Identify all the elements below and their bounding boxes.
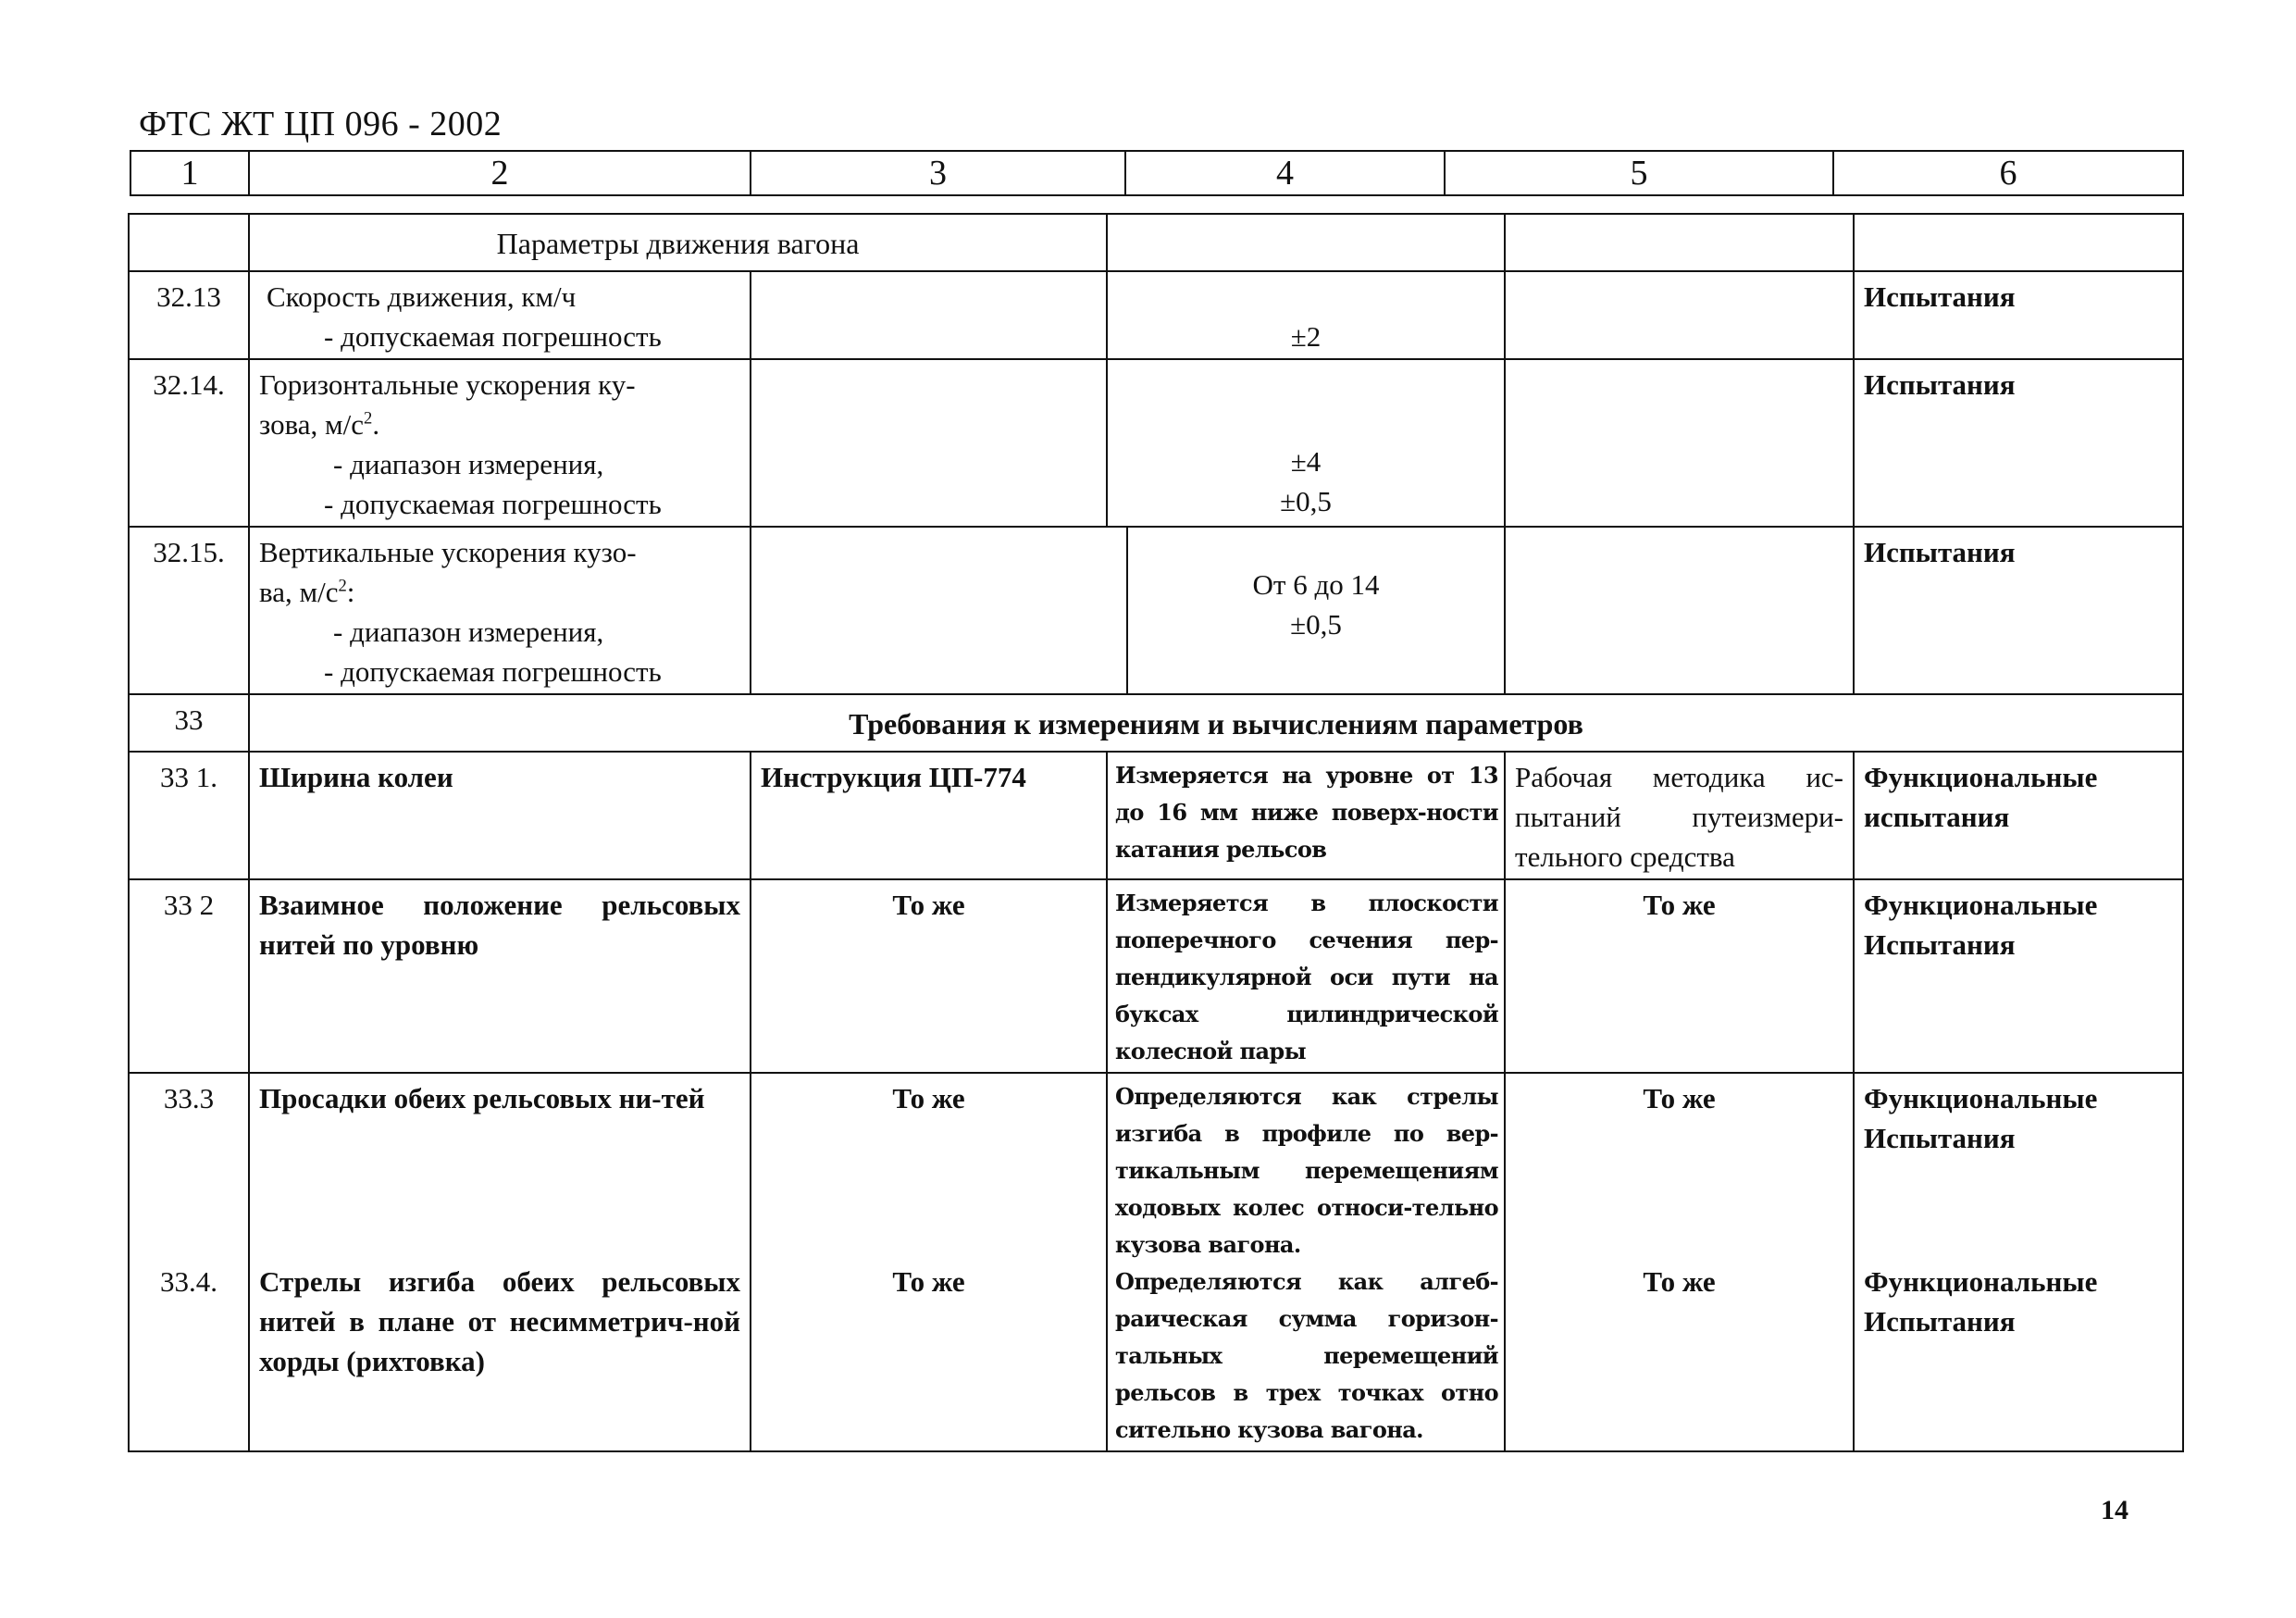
parameters-table bbox=[128, 213, 2184, 1452]
parameter-name: Просадки обеих рельсовых ни-тей bbox=[259, 1082, 705, 1114]
value-line: От 6 до 14 bbox=[1252, 568, 1380, 601]
test-type-cell: Функциональные испытания bbox=[1854, 752, 2183, 879]
parameter-name-line bbox=[259, 404, 740, 444]
unit-exponent: 2 bbox=[364, 408, 373, 429]
value-line: ±0,5 bbox=[1280, 485, 1332, 517]
column-number-2: 2 bbox=[249, 151, 751, 195]
section-title-motion: Параметры движения вагона bbox=[249, 214, 1107, 271]
document-cell: Инструкция ЦП-774 bbox=[751, 752, 1107, 879]
table-row bbox=[129, 879, 2183, 1073]
method-text: То же bbox=[1643, 1082, 1716, 1114]
document-text: То же bbox=[892, 1265, 965, 1298]
value-line: ±4 bbox=[1290, 445, 1322, 478]
parameter-name-cell bbox=[249, 1073, 751, 1451]
row-number: 32.15. bbox=[129, 527, 249, 694]
section-row-motion bbox=[129, 214, 2183, 271]
row-number: 33.4. bbox=[160, 1265, 217, 1298]
row-spacer bbox=[131, 1118, 246, 1262]
measurement-note: Определяются как алгеб-раическая сумма горизон-тальных перемещений рельсов в трех точках отно сительно кузова вагона. bbox=[1115, 1268, 1499, 1443]
section-title-requirements: Требования к измерениям и вычислениям параметров bbox=[249, 694, 2183, 752]
test-type-cell: Испытания bbox=[1854, 359, 2183, 527]
row-number-cell bbox=[129, 1073, 249, 1451]
section-blank-cell bbox=[1107, 214, 1505, 271]
table-row bbox=[129, 752, 2183, 879]
parameter-name-text: ва, м/с bbox=[259, 576, 339, 608]
parameter-name-line: - допускаемая погрешность bbox=[324, 488, 662, 520]
column-number-6: 6 bbox=[1833, 151, 2183, 195]
table-row bbox=[129, 359, 2183, 527]
method-cell bbox=[1505, 359, 1854, 527]
parameter-name-text: зова, м/с bbox=[259, 408, 365, 441]
parameter-name-line: - диапазон измерения, bbox=[333, 616, 604, 648]
row-number: 32.14. bbox=[129, 359, 249, 527]
document-cell bbox=[751, 527, 1127, 694]
row-number: 33.3 bbox=[163, 1082, 215, 1114]
measurement-note: Определяются как стрелы изгиба в профиле по вер-тикальным перемещениям ходовых колес относи-тельно кузова вагона. bbox=[1115, 1083, 1499, 1258]
value-line: ±0,5 bbox=[1290, 608, 1342, 641]
parameter-name-line: Вертикальные ускорения кузо- bbox=[259, 536, 637, 568]
document-cell: То же bbox=[751, 879, 1107, 1073]
table-row bbox=[129, 1073, 2183, 1451]
section-blank-cell bbox=[1854, 214, 2183, 271]
parameter-name-line: Скорость движения, км/ч bbox=[267, 280, 577, 313]
method-cell bbox=[1505, 527, 1854, 694]
page-number: 14 bbox=[2101, 1495, 2128, 1525]
parameter-name-line: - диапазон измерения, bbox=[333, 448, 604, 480]
method-cell: То же bbox=[1505, 879, 1854, 1073]
column-number-4: 4 bbox=[1125, 151, 1445, 195]
method-cell bbox=[1505, 1073, 1854, 1451]
column-number-3: 3 bbox=[751, 151, 1125, 195]
method-text: То же bbox=[1643, 1265, 1716, 1298]
parameter-name-line: - допускаемая погрешность bbox=[324, 655, 662, 688]
section-row-requirements bbox=[129, 694, 2183, 752]
parameter-name-line: Горизонтальные ускорения ку- bbox=[259, 368, 636, 401]
test-type-cell: Испытания bbox=[1854, 271, 2183, 359]
test-type-cell: Испытания bbox=[1854, 527, 2183, 694]
measurement-note: Измеряется на уровне от 13 до 16 мм ниже поверх-ности катания рельсов bbox=[1107, 752, 1505, 879]
column-number-1: 1 bbox=[130, 151, 249, 195]
column-number-5: 5 bbox=[1445, 151, 1833, 195]
value-cell: ±2 bbox=[1107, 271, 1505, 359]
section-number-cell bbox=[129, 214, 249, 271]
document-cell bbox=[751, 1073, 1107, 1451]
column-number-header bbox=[130, 150, 2184, 196]
parameter-name: Ширина колеи bbox=[249, 752, 751, 879]
parameter-name-punct: . bbox=[372, 408, 380, 441]
test-type-cell bbox=[1854, 1073, 2183, 1451]
document-cell bbox=[751, 271, 1107, 359]
test-type-text: Функциональные Испытания bbox=[1864, 1082, 2098, 1154]
value-cell bbox=[1127, 527, 1505, 694]
value-cell bbox=[1107, 359, 1505, 527]
document-title: ФТС ЖТ ЦП 096 - 2002 bbox=[139, 105, 503, 143]
section-number: 33 bbox=[129, 694, 249, 752]
parameter-name bbox=[249, 271, 751, 359]
method-cell: Рабочая методика ис-пытаний путеизмери-тельного средства bbox=[1505, 752, 1854, 879]
parameter-name-punct: : bbox=[346, 576, 355, 608]
measurement-note-cell bbox=[1107, 1073, 1505, 1451]
parameter-name bbox=[249, 527, 751, 694]
method-cell bbox=[1505, 271, 1854, 359]
table-row bbox=[129, 271, 2183, 359]
row-number: 32.13 bbox=[129, 271, 249, 359]
table-row bbox=[129, 527, 2183, 694]
parameter-name: Взаимное положение рельсовых нитей по уровню bbox=[249, 879, 751, 1073]
parameter-name: Стрелы изгиба обеих рельсовых нитей в плане от несимметрич-ной хорды (рихтовка) bbox=[259, 1265, 740, 1377]
parameter-name-line: - допускаемая погрешность bbox=[324, 320, 662, 353]
document-text: То же bbox=[892, 1082, 965, 1114]
test-type-text: Функциональные Испытания bbox=[1864, 1265, 2098, 1338]
parameter-name-line bbox=[259, 572, 740, 612]
measurement-note: Измеряется в плоскости поперечного сечения пер-пендикулярной оси пути на буксах цилиндрической колесной пары bbox=[1107, 879, 1505, 1073]
document-cell bbox=[751, 359, 1107, 527]
section-blank-cell bbox=[1505, 214, 1854, 271]
unit-exponent: 2 bbox=[338, 576, 347, 596]
row-number: 33 1. bbox=[129, 752, 249, 879]
parameter-name bbox=[249, 359, 751, 527]
row-number: 33 2 bbox=[129, 879, 249, 1073]
test-type-cell: Функциональные Испытания bbox=[1854, 879, 2183, 1073]
